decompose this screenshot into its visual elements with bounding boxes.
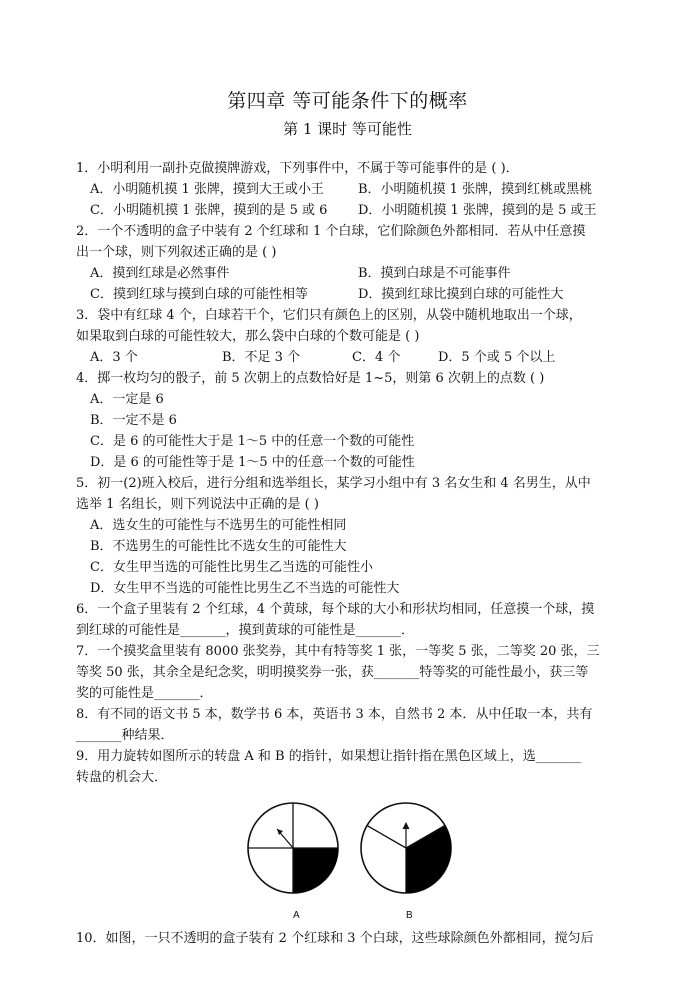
q6-stem-2: 到红球的可能性是_______，摸到黄球的可能性是_______．: [76, 623, 415, 638]
q4-stem: 4．掷一枚均匀的骰子，前 5 次朝上的点数恰好是 1~5，则第 6 次朝上的点数 ( ): [76, 371, 545, 386]
q8-stem-1: 8．有不同的语文书 5 本，数学书 6 本，英语书 3 本，自然书 2 本．从中任取一本，共有: [76, 707, 593, 722]
q1-option-b: B．小明随机摸 1 张牌，摸到红桃或黑桃: [358, 182, 593, 197]
q7-stem-2: 等奖 50 张，其余全是纪念奖，明明摸奖券一张，获_______特等奖的可能性最小，获三等: [76, 665, 589, 680]
q3-stem-2: 如果取到白球的可能性较大，那么袋中白球的个数可能是 ( ): [76, 329, 420, 344]
q4-option-a: A．一定是 6: [90, 392, 164, 407]
q5-option-a: A．选女生的可能性与不选男生的可能性相同: [90, 518, 347, 533]
q9-stem-1: 9．用力旋转如图所示的转盘 A 和 B 的指针，如果想让指针指在黑色区域上，选_______: [76, 749, 582, 764]
q6-stem-1: 6．一个盒子里装有 2 个红球，4 个黄球，每个球的大小和形状均相同，任意摸一个球，摸: [76, 602, 595, 617]
q10-stem-1: 10．如图，一只不透明的盒子装有 2 个红球和 3 个白球，这些球除颜色外都相同，搅匀后: [76, 931, 594, 946]
q1-options-ab: [76, 179, 622, 200]
q3-option-d: D．5 个或 5 个以上: [438, 350, 556, 365]
q3-option-a: A．3 个: [90, 350, 138, 365]
q2-stem-2: 出一个球，则下列叙述正确的是 ( ): [76, 245, 277, 260]
q2-option-b: B．摸到白球是不可能事件: [358, 266, 511, 281]
q1-option-c: C．小明随机摸 1 张牌，摸到的是 5 或 6: [90, 203, 328, 218]
q3-options: [76, 347, 622, 368]
q9-stem-2: 转盘的机会大．: [76, 770, 168, 785]
q5-option-c: C．女生甲当选的可能性比男生乙当选的可能性小: [90, 560, 373, 575]
q2-stem-1: 2．一个不透明的盒子中装有 2 个红球和 1 个白球，它们除颜色外都相同．若从中任意摸: [76, 224, 586, 239]
q2-options-ab: [76, 263, 622, 284]
spinner-b-label: B: [406, 910, 413, 921]
q5-option-b: B．不选男生的可能性比不选女生的可能性大: [90, 539, 347, 554]
q4-option-b: B．一定不是 6: [90, 413, 177, 428]
spinners-svg: [246, 792, 456, 904]
q2-option-d: D．摸到红球比摸到白球的可能性大: [358, 287, 564, 302]
q1-option-d: D．小明随机摸 1 张牌，摸到的是 5 或王: [358, 203, 597, 218]
q5-stem-1: 5．初一(2)班入校后，进行分组和选举组长，某学习小组中有 3 名女生和 4 名男生，从中: [76, 476, 591, 491]
spinner-a: [248, 803, 338, 893]
q2-options-cd: [76, 284, 622, 305]
spinner-a-black-sector: [293, 848, 338, 893]
q5-stem-2: 选举 1 名组长，则下列说法中正确的是 ( ): [76, 497, 319, 512]
q2-option-c: C．摸到红球与摸到白球的可能性相等: [90, 287, 308, 302]
lesson-subtitle: 第 1 课时 等可能性: [283, 120, 412, 138]
q2-option-a: A．摸到红球是必然事件: [90, 266, 230, 281]
chapter-title: 第四章 等可能条件下的概率: [227, 90, 468, 112]
spinner-b: [361, 803, 451, 893]
q4-option-d: D．是 6 的可能性等于是 1～5 中的任意一个数的可能性: [90, 455, 415, 470]
q3-option-c: C．4 个: [352, 350, 401, 365]
q7-stem-1: 7．一个摸奖盒里装有 8000 张奖券，其中有特等奖 1 张，一等奖 5 张，二等奖 20 张，三: [76, 644, 600, 659]
q3-option-b: B．不足 3 个: [222, 350, 301, 365]
q8-stem-2: _______种结果．: [76, 728, 174, 743]
spinner-a-label: A: [293, 910, 300, 921]
q7-stem-3: 奖的可能性是_______．: [76, 686, 213, 701]
q1-stem: 1．小明利用一副扑克做摸牌游戏，下列事件中，不属于等可能事件的是 ( )．: [76, 161, 519, 176]
questions: [76, 158, 622, 949]
q4-option-c: C．是 6 的可能性大于是 1～5 中的任意一个数的可能性: [90, 434, 415, 449]
q3-stem-1: 3．袋中有红球 4 个，白球若干个，它们只有颜色上的区别，从袋中随机地取出一个球，: [76, 308, 582, 323]
q1-options-cd: [76, 200, 622, 221]
q1-option-a: A．小明随机摸 1 张牌，摸到大王或小王: [90, 182, 324, 197]
q5-option-d: D．女生甲不当选的可能性比男生乙不当选的可能性大: [90, 581, 400, 596]
spinner-figure: [76, 792, 622, 922]
